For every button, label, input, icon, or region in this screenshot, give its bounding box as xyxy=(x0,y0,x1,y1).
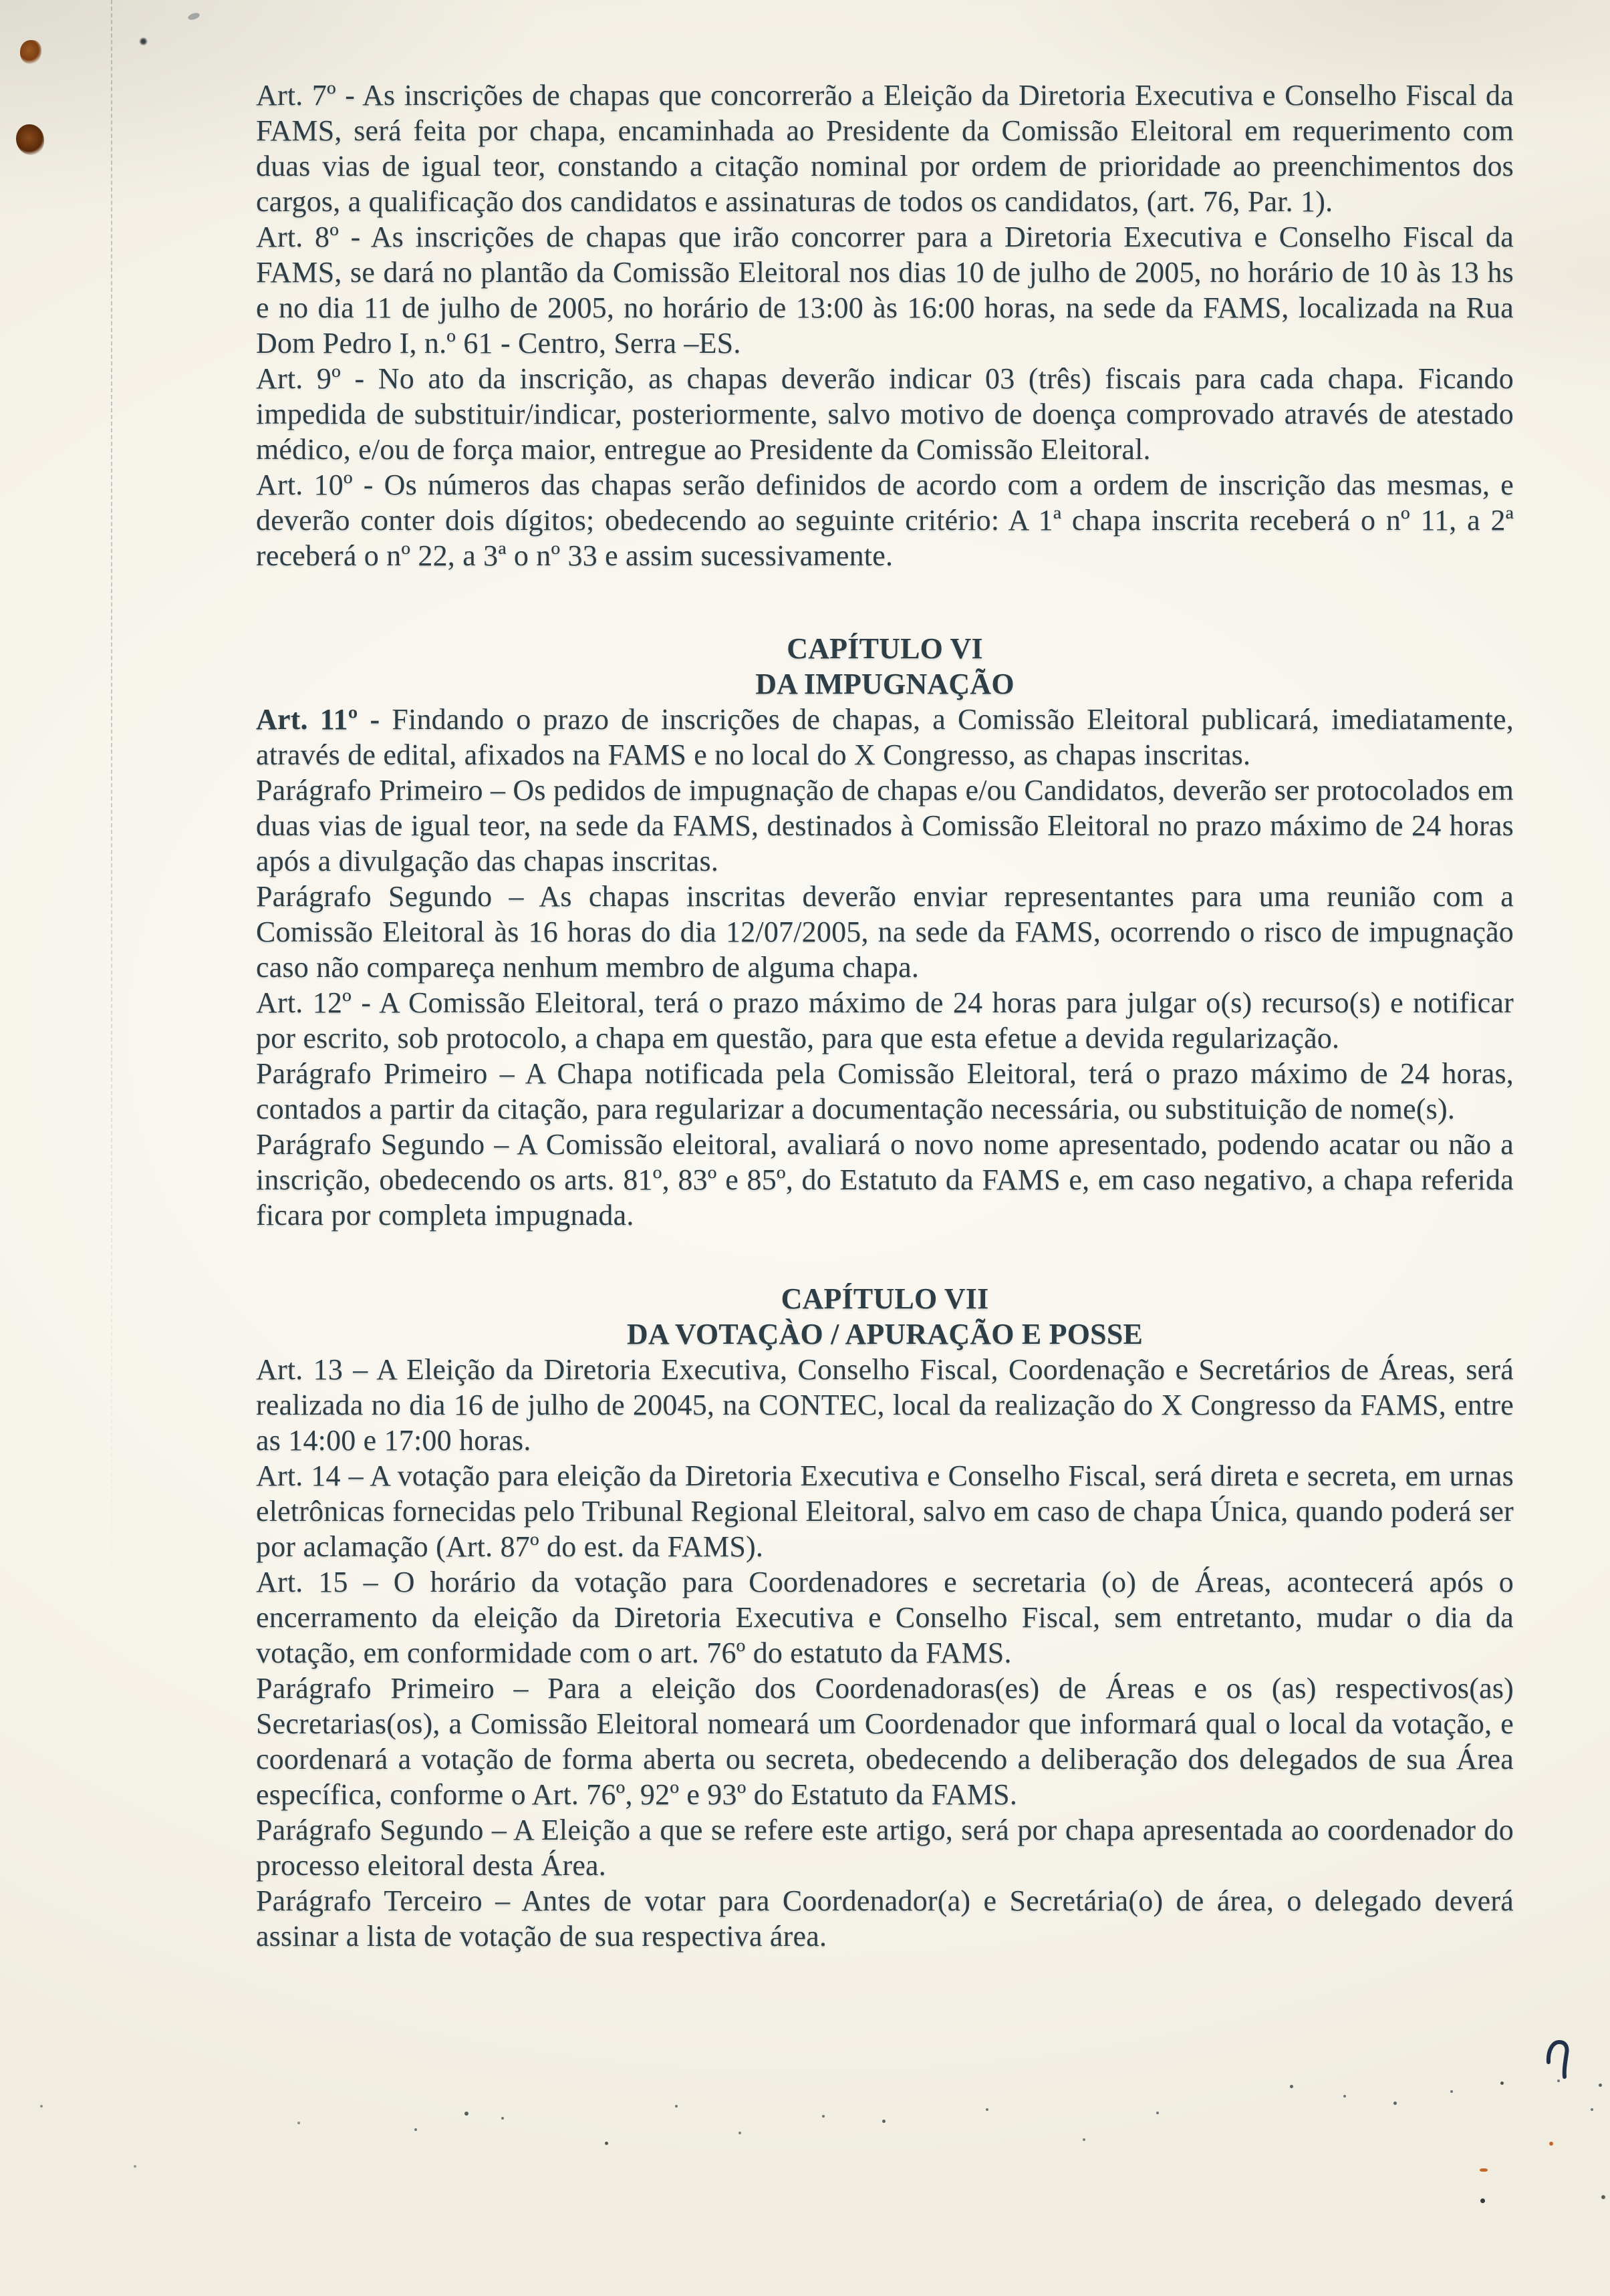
dust-speck xyxy=(1599,2084,1602,2087)
article-8-paragraph: Art. 8º - As inscrições de chapas que irão concorrer para a Diretoria Executiva e Conselho Fiscal da FAMS, se dará no plantão da Comissão Eleitoral nos dias 10 de julho de 2005, no horário de 10 às 13 hs e no dia 11 de julho de 2005, no horário de 13:00 às 16:00 horas, na sede da FAMS, localizada na Rua Dom Pedro I, n.º 61 - Centro, Serra –ES. xyxy=(256,221,1514,360)
scan-smudge xyxy=(187,11,200,21)
article-11-paragraph xyxy=(256,702,1514,772)
chapter-6-paragrafo-segundo: Parágrafo Segundo – As chapas inscritas deverão enviar representantes para uma reunião com a Comissão Eleitoral às 16 horas do dia 12/07/2005, na sede da FAMS, ocorrendo o risco de impugnação caso não compareça nenhum membro de alguma chapa. xyxy=(256,880,1514,984)
fold-crease-line xyxy=(111,0,112,1617)
dust-speck xyxy=(822,2115,825,2118)
dust-speck xyxy=(1480,2168,1488,2172)
document-text-column xyxy=(256,78,1514,1954)
chapter-7-subtitle: DA VOTAÇÀO / APURAÇÃO E POSSE xyxy=(626,1318,1144,1350)
article-11-lead: Art. 11º - xyxy=(256,703,380,736)
chapter-6-heading xyxy=(256,631,1514,702)
dust-speck xyxy=(1480,2198,1485,2203)
dust-speck xyxy=(414,2128,417,2131)
article-12-paragrafo-primeiro: Parágrafo Primeiro – A Chapa notificada pela Comissão Eleitoral, terá o prazo máximo de 24 horas, contados a partir da citação, para regularizar a documentação necessária, ou substituição de nome(s). xyxy=(256,1057,1514,1125)
article-11-text: Findando o prazo de inscrições de chapas, a Comissão Eleitoral publicará, imediatamente, através de edital, afixados na FAMS e no local do X Congresso, as chapas inscritas. xyxy=(256,703,1514,771)
chapter-7-heading xyxy=(256,1281,1514,1352)
paper-stain xyxy=(16,124,44,155)
dust-speck xyxy=(675,2105,678,2108)
dust-speck xyxy=(1601,2195,1605,2199)
article-12-paragrafo-segundo: Parágrafo Segundo – A Comissão eleitoral, avaliará o novo nome apresentado, podendo acatar ou não a inscrição, obedecendo os arts. 81º, 83º e 85º, do Estatuto da FAMS e, em caso negativo, a chapa referida ficara por completa impugnada. xyxy=(256,1128,1514,1232)
dust-speck xyxy=(134,2165,136,2168)
paper-stain xyxy=(20,40,41,64)
dust-speck xyxy=(1500,2082,1504,2085)
dust-speck xyxy=(1393,2102,1397,2105)
dust-speck xyxy=(297,2122,300,2124)
article-15-paragraph: Art. 15 – O horário da votação para Coordenadores e secretaria (o) de Áreas, acontecerá após o encerramento da eleição da Diretoria Executiva e Conselho Fiscal, sem entretanto, mudar o dia da votação, em conformidade com o art. 76º do estatuto da FAMS. xyxy=(256,1566,1514,1669)
dust-speck xyxy=(464,2112,468,2116)
dust-speck xyxy=(1591,2108,1593,2111)
handwritten-mark-icon xyxy=(1544,2038,1577,2082)
article-12-paragraph: Art. 12º - A Comissão Eleitoral, terá o prazo máximo de 24 horas para julgar o(s) recurso(s) e notificar por escrito, sob protocolo, a chapa em questão, para que esta efetue a devida regularização. xyxy=(256,986,1514,1054)
article-9-paragraph: Art. 9º - No ato da inscrição, as chapas deverão indicar 03 (três) fiscais para cada chapa. Ficando impedida de substituir/indicar, posteriormente, salvo motivo de doença comprovado através de atestado médico, e/ou de força maior, entregue ao Presidente da Comissão Eleitoral. xyxy=(256,362,1514,466)
article-13-paragraph: Art. 13 – A Eleição da Diretoria Executiva, Conselho Fiscal, Coordenação e Secretários de Áreas, será realizada no dia 16 de julho de 20045, na CONTEC, local da realização do X Congresso da FAMS, entre as 14:00 e 17:00 horas. xyxy=(256,1353,1514,1457)
article-15-paragrafo-segundo: Parágrafo Segundo – A Eleição a que se refere este artigo, será por chapa apresentada ao coordenador do processo eleitoral desta Área. xyxy=(256,1814,1514,1882)
dust-speck xyxy=(1156,2112,1159,2114)
article-10-paragraph: Art. 10º - Os números das chapas serão definidos de acordo com a ordem de inscrição das mesmas, e deverão conter dois dígitos; obedecendo ao seguinte critério: A 1ª chapa inscrita receberá o nº 11, a 2ª receberá o nº 22, a 3ª o nº 33 e assim sucessivamente. xyxy=(256,468,1514,572)
dust-speck xyxy=(1290,2085,1293,2088)
article-7-paragraph: Art. 7º - As inscrições de chapas que concorrerão a Eleição da Diretoria Executiva e Conselho Fiscal da FAMS, será feita por chapa, encaminhada ao Presidente da Comissão Eleitoral em requerimento com duas vias de igual teor, constando a citação nominal por ordem de prioridade ao preenchimentos dos cargos, a qualificação dos candidatos e assinaturas de todos os candidatos, (art. 76, Par. 1). xyxy=(256,79,1514,218)
dust-speck xyxy=(1343,2095,1346,2098)
dust-speck xyxy=(501,2117,504,2120)
chapter-6-subtitle: DA IMPUGNAÇÃO xyxy=(755,668,1015,700)
dust-speck xyxy=(1450,2090,1453,2093)
dust-speck xyxy=(40,2105,43,2108)
article-15-paragrafo-terceiro: Parágrafo Terceiro – Antes de votar para Coordenador(a) e Secretária(o) de área, o delegado deverá assinar a lista de votação de sua respectiva área. xyxy=(256,1884,1514,1953)
dust-speck xyxy=(986,2108,988,2111)
dust-speck xyxy=(605,2142,608,2145)
article-15-paragrafo-primeiro: Parágrafo Primeiro – Para a eleição dos Coordenadoras(es) de Áreas e os (as) respectivos(as) Secretarias(os), a Comissão Eleitoral nomeará um Coordenador que informará qual o local da votação, e coordenará a votação de forma aberta ou secreta, obedecendo a deliberação dos delegados de sua Área específica, conforme o Art. 76º, 92º e 93º do Estatuto da FAMS. xyxy=(256,1672,1514,1811)
ink-dot-speck xyxy=(139,37,148,45)
dust-speck xyxy=(1083,2138,1085,2141)
chapter-6-paragrafo-primeiro: Parágrafo Primeiro – Os pedidos de impugnação de chapas e/ou Candidatos, deverão ser protocolados em duas vias de igual teor, na sede da FAMS, destinados à Comissão Eleitoral no prazo máximo de 24 horas após a divulgação das chapas inscritas. xyxy=(256,774,1514,877)
chapter-6-title: CAPÍTULO VI xyxy=(787,632,983,665)
dust-speck xyxy=(739,2132,741,2134)
article-14-paragraph: Art. 14 – A votação para eleição da Diretoria Executiva e Conselho Fiscal, será direta e secreta, em urnas eletrônicas fornecidas pelo Tribunal Regional Eleitoral, salvo em caso de chapa Única, quando poderá ser por aclamação (Art. 87º do est. da FAMS). xyxy=(256,1459,1514,1563)
dust-speck xyxy=(1557,2079,1560,2082)
dust-speck xyxy=(882,2120,886,2123)
dust-speck xyxy=(1549,2142,1553,2146)
chapter-7-title: CAPÍTULO VII xyxy=(781,1282,989,1315)
